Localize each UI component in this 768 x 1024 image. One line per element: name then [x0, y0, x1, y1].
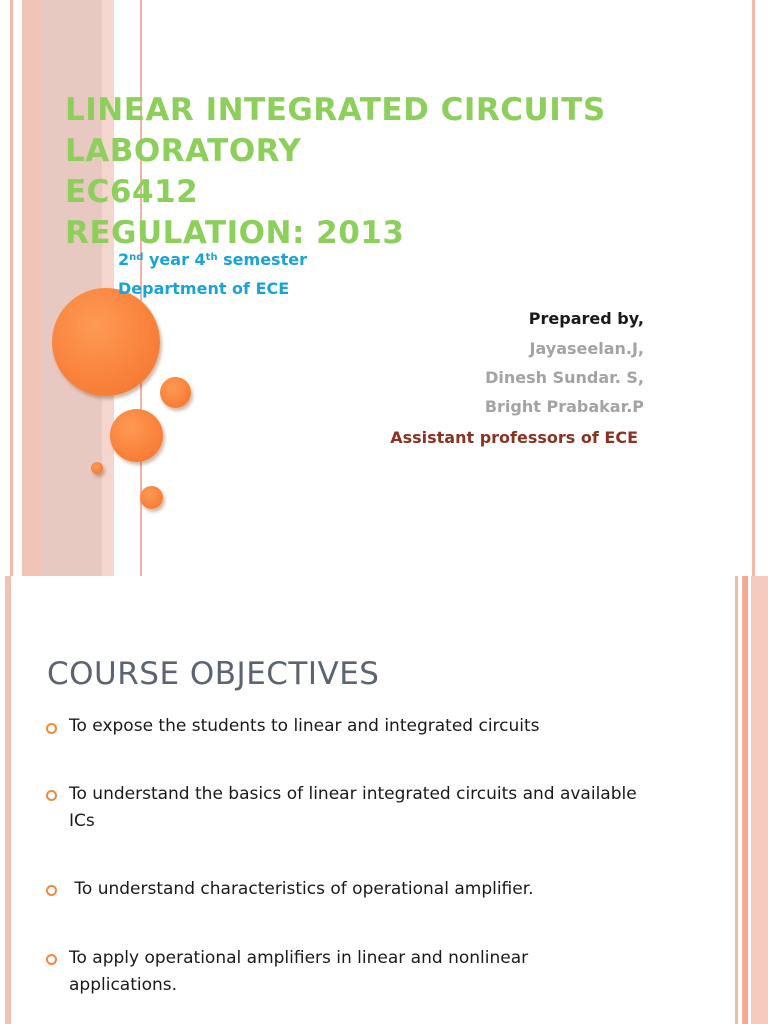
bullet-circle-icon	[46, 790, 57, 801]
designation: Assistant professors of ECE	[390, 428, 638, 447]
author-3: Bright Prabakar.P	[484, 397, 644, 416]
slide-title	[65, 90, 705, 254]
decor-circle	[140, 486, 163, 509]
decor-circle	[160, 377, 191, 408]
decor-stripe	[22, 0, 42, 576]
title-line-2: LABORATORY	[65, 133, 302, 169]
title-line-4: REGULATION: 2013	[65, 215, 405, 251]
decor-stripe	[752, 0, 755, 576]
decor-circle-large	[52, 288, 160, 396]
title-line-3: EC6412	[65, 174, 199, 210]
bullet-circle-icon	[46, 885, 57, 896]
bullet-circle-icon	[46, 954, 57, 965]
author-1: Jayaseelan.J,	[529, 339, 644, 358]
objectives-slide	[0, 576, 768, 1024]
decor-stripe	[735, 576, 738, 1024]
year-semester: 2nd year 4th semester	[118, 250, 307, 269]
decor-stripe	[751, 576, 768, 1024]
objective-item: To expose the students to linear and integrated circuits	[69, 716, 540, 736]
objective-item: To understand the basics of linear integrated circuits and available ICs	[69, 784, 637, 831]
decor-stripe	[42, 0, 102, 576]
decor-stripe	[5, 576, 11, 1024]
author-2: Dinesh Sundar. S,	[485, 368, 644, 387]
department: Department of ECE	[118, 279, 290, 298]
decor-circle	[110, 409, 163, 462]
slide-title: COURSE OBJECTIVES	[47, 656, 380, 692]
objective-item: To apply operational amplifiers in linear and nonlinear applications.	[69, 948, 529, 995]
title-line-1: LINEAR INTEGRATED CIRCUITS	[65, 92, 606, 128]
decor-stripe	[742, 576, 748, 1024]
prepared-by-label: Prepared by,	[528, 309, 644, 328]
objective-item: To understand characteristics of operational amplifier.	[69, 879, 534, 899]
bullet-circle-icon	[46, 723, 57, 734]
decor-stripe	[10, 0, 13, 576]
decor-circle-small	[91, 462, 103, 474]
